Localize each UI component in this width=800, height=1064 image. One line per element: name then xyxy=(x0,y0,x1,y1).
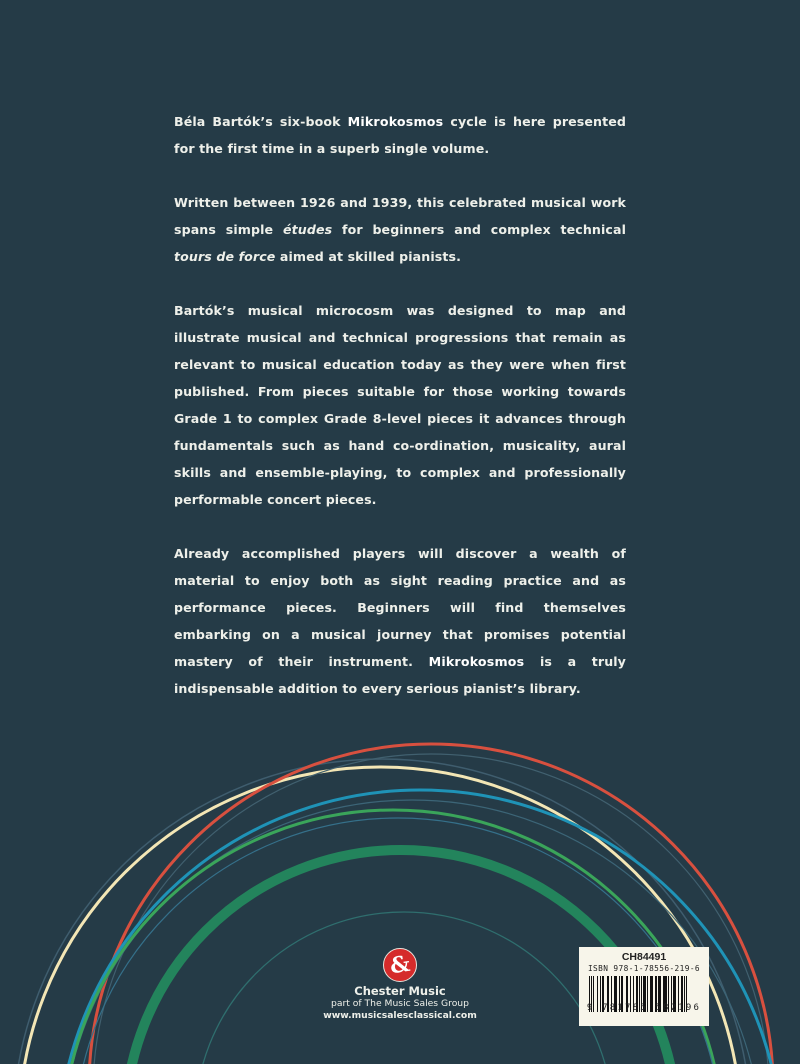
blurb-paragraph-4 xyxy=(174,540,626,702)
blurb-text: Bartók’s musical microcosm was designed to map and illustrate musical and technical progressions that remain as relevant to musical education today as they were when first published. From pieces suitable for those working towards Grade 1 to complex Grade 8-level pieces it advances through fundamentals such as hand co-ordination, musicality, aural skills and ensemble-playing, to complex and professionally performable concert pieces. xyxy=(174,303,626,507)
blurb-text: Already accomplished players will discover a wealth of material to enjoy both as sight reading practice and as performance pieces. Beginners will find themselves embarking on a musical journey that promises potential mastery of their instrument. xyxy=(174,546,626,669)
publisher-url: www.musicsalesclassical.com xyxy=(323,1010,477,1021)
catalog-number: CH84491 xyxy=(621,951,667,963)
italic-term: tours de force xyxy=(174,249,276,264)
work-title: Mikrokosmos xyxy=(347,114,444,129)
logo-glyph: & xyxy=(388,950,412,980)
blurb-paragraph-1 xyxy=(174,108,626,162)
blurb-text: aimed at skilled pianists. xyxy=(275,249,461,264)
cover-blurb xyxy=(174,108,626,729)
italic-term: études xyxy=(283,222,333,237)
blurb-text: Béla Bartók’s six-book xyxy=(174,114,348,129)
work-title: Mikrokosmos xyxy=(428,654,525,669)
publisher-name: Chester Music xyxy=(354,984,446,998)
publisher-group: part of The Music Sales Group xyxy=(331,998,469,1009)
blurb-text: for beginners and complex technical xyxy=(332,222,626,237)
blurb-text: is a truly indispensable addition to every serious pianist’s library. xyxy=(174,654,626,696)
barcode-label xyxy=(579,947,709,1026)
publisher-block xyxy=(300,948,500,1022)
ampersand-logo-icon xyxy=(383,948,417,982)
ean-digits: 9 781785 582196 xyxy=(586,1003,702,1013)
blurb-paragraph-3 xyxy=(174,297,626,513)
blurb-text: cycle is here presented for the first time in a superb single volume. xyxy=(174,114,626,156)
isbn-number: ISBN 978-1-78556-219-6 xyxy=(587,964,701,973)
blurb-text: Written between 1926 and 1939, this celebrated musical work spans simple xyxy=(174,195,626,237)
blurb-paragraph-2 xyxy=(174,189,626,270)
